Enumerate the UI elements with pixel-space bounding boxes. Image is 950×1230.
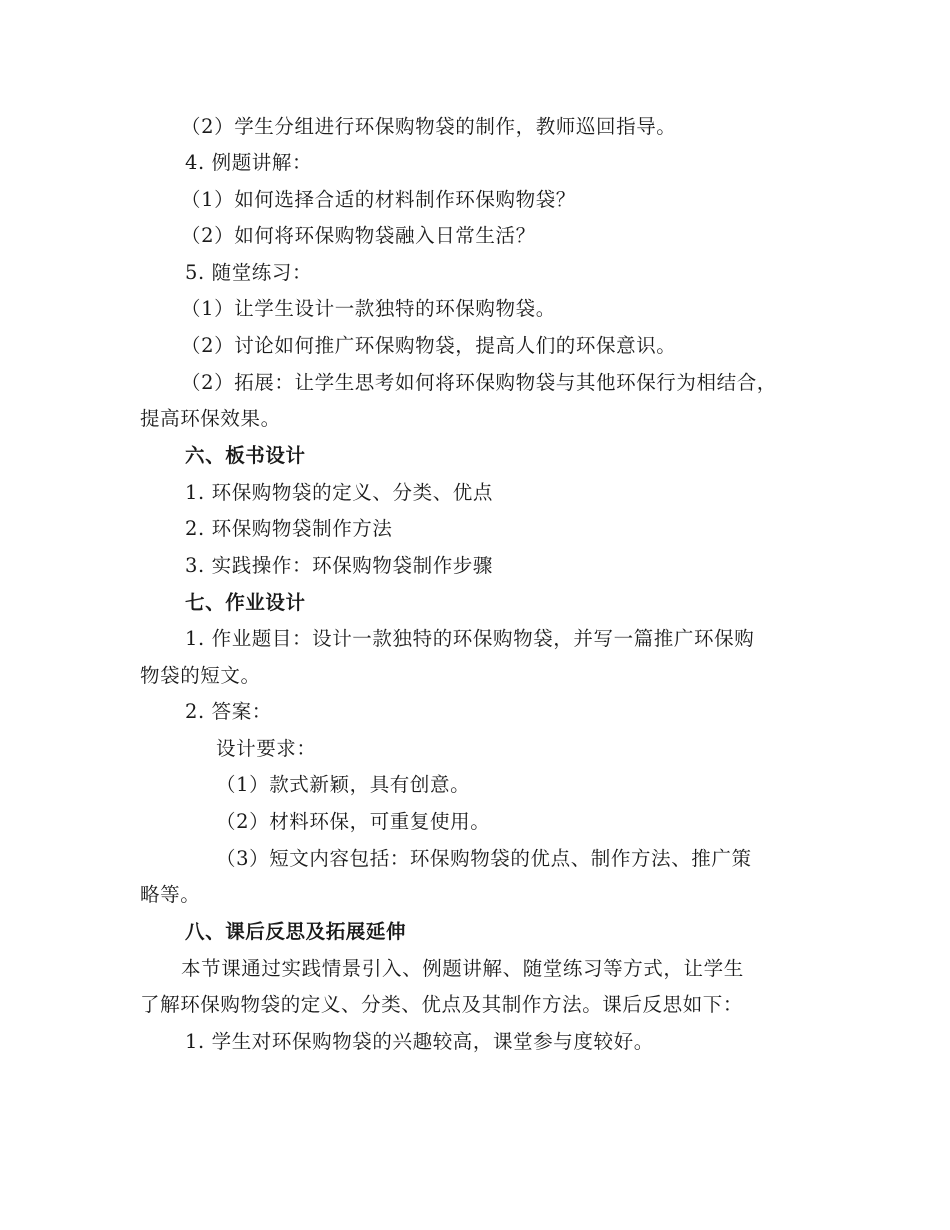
paragraph-line: （2）如何将环保购物袋融入日常生活？ (181, 224, 536, 247)
paragraph-line: （3）短文内容包括：环保购物袋的优点、制作方法、推广策 (216, 847, 752, 870)
paragraph-line: 1. 学生对环保购物袋的兴趣较高，课堂参与度较好。 (185, 1030, 654, 1053)
paragraph-line: 设计要求： (216, 737, 317, 760)
paragraph-line: 4. 例题讲解： (185, 151, 313, 174)
paragraph-line: （1）让学生设计一款独特的环保购物袋。 (181, 297, 556, 320)
paragraph-line: 1. 环保购物袋的定义、分类、优点 (185, 481, 494, 504)
paragraph-line: 1. 作业题目：设计一款独特的环保购物袋，并写一篇推广环保购 (185, 627, 755, 650)
paragraph-line: 了解环保购物袋的定义、分类、优点及其制作方法。课后反思如下： (140, 993, 744, 1016)
paragraph-line: 2. 答案： (185, 700, 272, 723)
paragraph-line: 2. 环保购物袋制作方法 (185, 517, 393, 540)
section-heading: 八、课后反思及拓展延伸 (185, 920, 407, 943)
paragraph-line: （2）材料环保，可重复使用。 (216, 810, 491, 833)
paragraph-line: （2）讨论如何推广环保购物袋，提高人们的环保意识。 (181, 334, 677, 357)
paragraph-line: 本节课通过实践情景引入、例题讲解、随堂练习等方式，让学生 (181, 957, 744, 980)
paragraph-line: （1）如何选择合适的材料制作环保购物袋？ (181, 188, 576, 211)
paragraph-line: 提高环保效果。 (140, 407, 281, 430)
paragraph-line: （2）学生分组进行环保购物袋的制作，教师巡回指导。 (181, 115, 677, 138)
paragraph-line: 物袋的短文。 (140, 664, 261, 687)
paragraph-line: 3. 实践操作：环保购物袋制作步骤 (185, 554, 494, 577)
paragraph-line: （2）拓展：让学生思考如何将环保购物袋与其他环保行为相结合， (181, 371, 777, 394)
section-heading: 六、板书设计 (185, 444, 306, 467)
paragraph-line: 5. 随堂练习： (185, 261, 313, 284)
paragraph-line: （1）款式新颖，具有创意。 (216, 773, 471, 796)
paragraph-line: 略等。 (140, 883, 201, 906)
section-heading: 七、作业设计 (185, 591, 306, 614)
